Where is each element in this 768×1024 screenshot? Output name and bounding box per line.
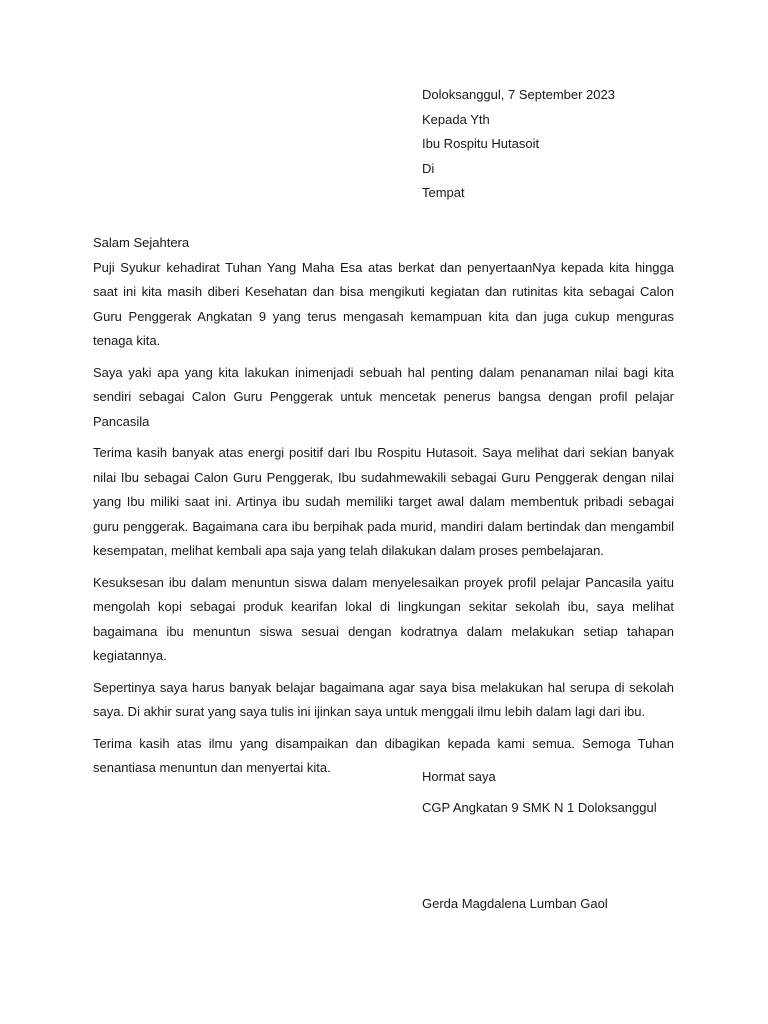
location-line: Tempat [422, 185, 465, 200]
paragraph-6: Terima kasih atas ilmu yang disampaikan dan dibagikan kepada kami semua. Semoga Tuhan senantiasa menuntun dan menyertai kita. [93, 735, 674, 775]
place-date: Doloksanggul, 7 September 2023 [422, 87, 615, 102]
signer-name: Gerda Magdalena Lumban Gaol [422, 896, 608, 911]
signer-position: CGP Angkatan 9 SMK N 1 Doloksanggul [422, 800, 657, 815]
location-preposition: Di [422, 160, 435, 176]
recipient-name: Ibu Rospitu Hutasoit [422, 136, 540, 151]
addressee-label: Kepada Yth [422, 111, 490, 127]
letter-header [422, 83, 722, 206]
paragraph-5: Sepertinya saya harus banyak belajar bagaimana agar saya bisa melakukan hal serupa di sekolah saya. Di akhir surat yang saya tulis ini ijinkan saya untuk menggali ilmu lebih dalam lagi dari ibu. [93, 679, 674, 719]
paragraph-3: Terima kasih banyak atas energi positif dari Ibu Rospitu Hutasoit. Saya melihat dari sekian banyak nilai Ibu sebagai Calon Guru Penggerak, Ibu sudahmewakili sebagai Guru Penggerak dengan nilai yang Ibu miliki saat ini. Artinya ibu sudah memiliki target awal dalam membentuk pribadi sebagai guru penggerak. Bagaimana cara ibu berpihak pada murid, mandiri dalam bertindak dan mengambil kesempatan, melihat kembali apa saja yang telah dilakukan dalam proses pembelajaran. [93, 445, 674, 558]
salutation: Salam Sejahtera [93, 235, 190, 250]
paragraph-4: Kesuksesan ibu dalam menuntun siswa dalam menyelesaikan proyek profil pelajar Pancasila yaitu mengolah kopi sebagai produk kearifan lokal di lingkungan sekitar sekolah ibu, saya melihat bagaimana ibu menuntun siswa sesuai dengan kodratnya dalam melakukan setiap tahapan kegiatannya. [93, 574, 674, 663]
paragraph-1: Puji Syukur kehadirat Tuhan Yang Maha Esa atas berkat dan penyertaanNya kepada kita hingga saat ini kita masih diberi Kesehatan dan bisa mengikuti kegiatan dan rutinitas kita sebagai Calon Guru Penggerak Angkatan 9 yang terus mengasah kemampuan kita dan juga cukup menguras tenaga kita. [93, 259, 674, 348]
closing-regards: Hormat saya [422, 769, 496, 784]
letter-body [93, 231, 674, 788]
paragraph-2: Saya yaki apa yang kita lakukan inimenjadi sebuah hal penting dalam penanaman nilai bagi kita sendiri sebagai Calon Guru Penggerak untuk mencetak penerus bangsa dengan profil pelajar Pancasila [93, 364, 674, 429]
